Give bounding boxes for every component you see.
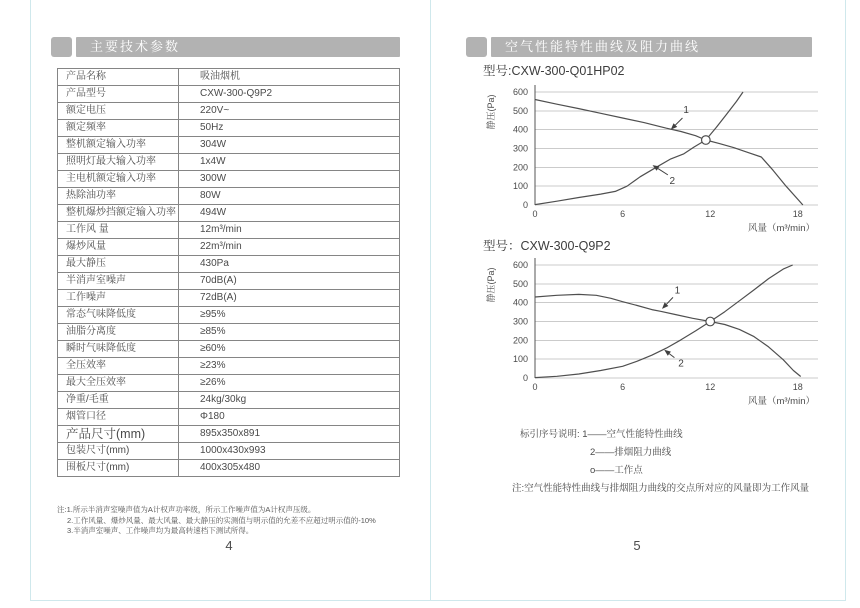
x-tick-label: 0 xyxy=(532,209,538,219)
spec-value: 220V~ xyxy=(179,103,400,120)
spec-label: 产品名称 xyxy=(58,69,179,86)
y-tick-label: 600 xyxy=(512,87,528,97)
legend-item: 2——排烟阻力曲线 xyxy=(590,447,672,458)
spec-row xyxy=(58,409,400,426)
x-axis-label: 风量（m³/min） xyxy=(747,396,815,407)
y-tick-label: 400 xyxy=(512,124,528,135)
note-line: 2.工作风量、爆炒风量、最大风量、最大静压的实测值与明示值的允差不应超过明示值的-10% xyxy=(67,515,376,525)
spec-label: 最大全压效率 xyxy=(58,375,179,392)
spec-label: 整机爆炒挡额定输入功率 xyxy=(58,205,179,222)
spec-value: 1000x430x993 xyxy=(179,443,400,460)
legend-note: 注:空气性能特性曲线与排烟阻力曲线的交点所对应的风量即为工作风量 xyxy=(512,483,810,494)
spec-label: 油脂分离度 xyxy=(58,324,179,341)
y-tick-label: 500 xyxy=(512,278,528,289)
spec-label: 产品型号 xyxy=(58,86,179,103)
spec-value: 430Pa xyxy=(179,256,400,273)
curve-number-label: 1 xyxy=(674,285,681,297)
annotation-arrowhead xyxy=(664,350,671,356)
legend-item: o——工作点 xyxy=(590,465,643,476)
spec-label: 额定频率 xyxy=(58,120,179,137)
spec-row xyxy=(58,426,400,443)
chart1-model-label: 型号:CXW-300-Q01HP02 xyxy=(483,64,625,78)
x-tick-label: 12 xyxy=(705,382,716,392)
spec-row xyxy=(58,137,400,154)
spec-value: 50Hz xyxy=(179,120,400,137)
spec-label: 瞬时气味降低度 xyxy=(58,341,179,358)
spec-value: 24kg/30kg xyxy=(179,392,400,409)
spec-row xyxy=(58,290,400,307)
spec-row xyxy=(58,273,400,290)
spec-value: ≥85% xyxy=(179,324,400,341)
spec-row xyxy=(58,375,400,392)
spec-row xyxy=(58,460,400,477)
spec-label: 额定电压 xyxy=(58,103,179,120)
y-tick-label: 100 xyxy=(512,181,528,192)
spec-value: ≥23% xyxy=(179,358,400,375)
page-number-right: 5 xyxy=(633,538,641,553)
x-tick-label: 6 xyxy=(620,382,626,392)
spec-row xyxy=(58,324,400,341)
spec-value: 70dB(A) xyxy=(179,273,400,290)
spec-value: 300W xyxy=(179,171,400,188)
spec-label: 半消声室噪声 xyxy=(58,273,179,290)
spec-row xyxy=(58,171,400,188)
spec-row xyxy=(58,188,400,205)
spec-value: 72dB(A) xyxy=(179,290,400,307)
table-notes xyxy=(57,505,376,537)
note-line: 注:1.所示半消声室噪声值为A计权声功率级，所示工作噪声值为A计权声压级。 xyxy=(57,505,316,514)
spec-value: ≥95% xyxy=(179,307,400,324)
spec-label: 包装尺寸(mm) xyxy=(58,443,179,460)
spec-row xyxy=(58,69,400,86)
spec-value: 304W xyxy=(179,137,400,154)
page-divider xyxy=(430,0,431,601)
x-tick-label: 12 xyxy=(705,209,716,219)
y-tick-label: 600 xyxy=(512,260,528,270)
legend-item: 标引序号说明: 1——空气性能特性曲线 xyxy=(520,429,683,440)
work-point-marker xyxy=(702,136,711,145)
spec-label: 常态气味降低度 xyxy=(58,307,179,324)
spec-value: 494W xyxy=(179,205,400,222)
spec-label: 照明灯最大输入功率 xyxy=(58,154,179,171)
section-title-bar-right xyxy=(491,37,812,57)
work-point-marker xyxy=(706,317,715,326)
spec-label: 最大静压 xyxy=(58,256,179,273)
spec-value: 400x305x480 xyxy=(179,460,400,477)
curve-number-label: 2 xyxy=(678,358,684,370)
spec-row xyxy=(58,86,400,103)
spec-row xyxy=(58,222,400,239)
spec-label: 围板尺寸(mm) xyxy=(58,460,179,477)
section-marker-icon xyxy=(51,37,72,57)
performance-chart-2 xyxy=(468,251,848,409)
spec-row xyxy=(58,239,400,256)
x-tick-label: 18 xyxy=(792,382,803,392)
spec-value: 22m³/min xyxy=(179,239,400,256)
spec-row xyxy=(58,256,400,273)
spec-row xyxy=(58,443,400,460)
y-axis-label: 静压(Pa) xyxy=(486,94,496,130)
y-tick-label: 300 xyxy=(512,316,528,327)
page-number-left: 4 xyxy=(225,538,233,553)
spec-value: 895x350x891 xyxy=(179,426,400,443)
spec-row xyxy=(58,154,400,171)
spec-value: 吸油烟机 xyxy=(179,69,400,86)
section-title-bar-left xyxy=(76,37,400,57)
section-marker-icon xyxy=(466,37,487,57)
spec-value: ≥60% xyxy=(179,341,400,358)
spec-value: ≥26% xyxy=(179,375,400,392)
spec-label: 全压效率 xyxy=(58,358,179,375)
spec-value: 80W xyxy=(179,188,400,205)
page-border-left xyxy=(30,0,31,601)
annotation-arrow-line xyxy=(658,169,668,175)
spec-label: 工作风 量 xyxy=(58,222,179,239)
spec-row xyxy=(58,341,400,358)
spec-label: 爆炒风量 xyxy=(58,239,179,256)
spec-row xyxy=(58,358,400,375)
y-axis-label: 静压(Pa) xyxy=(486,267,496,303)
spec-value: Φ180 xyxy=(179,409,400,426)
section-title-right: 空气性能特性曲线及阻力曲线 xyxy=(505,39,701,54)
y-tick-label: 0 xyxy=(522,200,528,210)
y-tick-label: 400 xyxy=(512,297,528,308)
spec-row xyxy=(58,205,400,222)
y-tick-label: 300 xyxy=(512,143,528,154)
spec-value: 1x4W xyxy=(179,154,400,171)
spec-row xyxy=(58,103,400,120)
spec-label: 工作噪声 xyxy=(58,290,179,307)
spec-label: 热除油功率 xyxy=(58,188,179,205)
y-tick-label: 100 xyxy=(512,354,528,365)
curve-number-label: 2 xyxy=(669,175,676,187)
spec-value: 12m³/min xyxy=(179,222,400,239)
performance-chart-1 xyxy=(468,78,848,236)
spec-row xyxy=(58,307,400,324)
annotation-arrow-line xyxy=(669,354,674,358)
y-tick-label: 500 xyxy=(512,105,528,116)
spec-label: 整机额定输入功率 xyxy=(58,137,179,154)
spec-label: 产品尺寸(mm) xyxy=(58,426,179,443)
x-tick-label: 18 xyxy=(792,209,803,219)
page-border-bottom xyxy=(30,600,846,601)
spec-table xyxy=(57,68,400,477)
spec-row xyxy=(58,120,400,137)
y-tick-label: 0 xyxy=(522,373,528,383)
spec-row xyxy=(58,392,400,409)
air-performance-curve xyxy=(535,294,801,376)
annotation-arrow-line xyxy=(675,118,682,125)
y-tick-label: 200 xyxy=(512,162,528,173)
spec-label: 净重/毛重 xyxy=(58,392,179,409)
spec-label: 主电机额定输入功率 xyxy=(58,171,179,188)
x-tick-label: 6 xyxy=(620,209,626,219)
note-line: 3.半消声室噪声、工作噪声均为最高转速档下测试所得。 xyxy=(67,526,254,535)
chart2-model-label: 型号：CXW-300-Q9P2 xyxy=(483,239,611,253)
spec-value: CXW-300-Q9P2 xyxy=(179,86,400,103)
section-title-left: 主要技术参数 xyxy=(90,39,181,54)
y-tick-label: 200 xyxy=(512,335,528,346)
air-performance-curve xyxy=(535,100,803,206)
spec-label: 烟管口径 xyxy=(58,409,179,426)
curve-number-label: 1 xyxy=(683,104,689,116)
x-tick-label: 0 xyxy=(532,382,538,392)
x-axis-label: 风量（m³/min） xyxy=(747,223,815,234)
